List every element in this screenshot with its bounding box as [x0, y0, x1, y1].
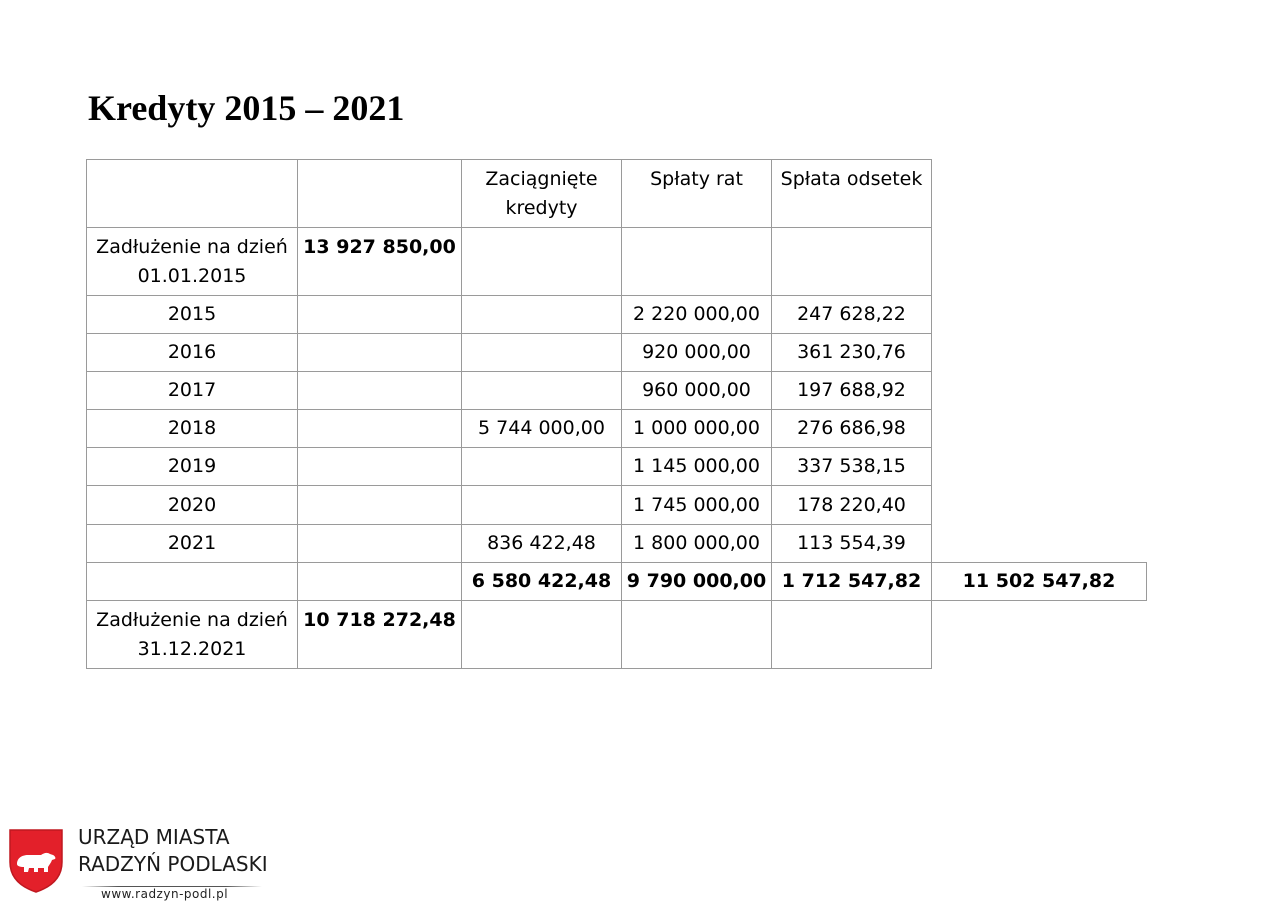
cell-installments-text: 960 000,00: [642, 379, 751, 401]
cell-installments-text: 1 145 000,00: [633, 455, 760, 477]
cell-credits-text: 5 744 000,00: [478, 417, 605, 439]
cell-interest: [771, 333, 932, 372]
cell-amount: [297, 562, 462, 601]
city-logo: [0, 818, 290, 905]
cell-installments-text: 2 220 000,00: [633, 303, 760, 325]
cell-grand-total: [931, 562, 1147, 601]
cell-label: [86, 524, 298, 563]
header-cell-installments-text: Spłaty rat: [650, 168, 743, 190]
cell-label-text: 2017: [167, 379, 217, 401]
cell-amount: [297, 295, 462, 334]
header-cell-credits-text: Zaciągnięte kredyty: [485, 168, 598, 219]
header-cell-label: [86, 159, 298, 228]
cell-installments-text: 9 790 000,00: [626, 570, 767, 592]
cell-credits: [461, 447, 622, 486]
header-cell-interest: [771, 159, 932, 228]
cell-amount: [297, 333, 462, 372]
cell-installments: [621, 524, 772, 563]
cell-credits: [461, 295, 622, 334]
cell-interest-text: 178 220,40: [797, 493, 906, 516]
cell-label: [86, 371, 298, 410]
cell-interest-text: 276 686,98: [797, 417, 906, 439]
cell-installments-text: 920 000,00: [642, 341, 751, 363]
cell-interest: [771, 485, 932, 525]
cell-amount: [297, 485, 462, 525]
cell-label: [86, 295, 298, 334]
cell-label-text: 2021: [167, 532, 217, 554]
cell-amount: [297, 600, 462, 669]
cell-label-text: 2020: [167, 493, 217, 516]
cell-amount-text: 10 718 272,48: [303, 609, 456, 631]
cell-credits: [461, 409, 622, 448]
cell-interest: [771, 600, 932, 669]
cell-installments: [621, 485, 772, 525]
bear-shield-icon: [8, 828, 64, 894]
cell-label: [86, 485, 298, 525]
cell-installments-text: 1 800 000,00: [633, 532, 760, 554]
cell-amount: [297, 371, 462, 410]
cell-amount: [297, 447, 462, 486]
header-cell-amount: [297, 159, 462, 228]
logo-line-1: URZĄD MIASTA: [78, 825, 230, 849]
cell-interest: [771, 227, 932, 296]
cell-credits: [461, 562, 622, 601]
cell-installments-text: 1 745 000,00: [633, 493, 760, 516]
cell-grand-total-text: 11 502 547,82: [962, 570, 1116, 592]
cell-label-text: 2019: [167, 455, 217, 477]
cell-label: [86, 447, 298, 486]
cell-label: [86, 409, 298, 448]
cell-label-text: 2018: [167, 417, 217, 439]
cell-credits: [461, 333, 622, 372]
cell-installments-text: 1 000 000,00: [633, 417, 760, 439]
cell-interest: [771, 371, 932, 410]
cell-interest-text: 113 554,39: [797, 532, 906, 554]
cell-installments: [621, 333, 772, 372]
cell-interest: [771, 409, 932, 448]
cell-label: [86, 600, 298, 669]
header-cell-credits: [461, 159, 622, 228]
cell-label-text: 2015: [167, 303, 217, 325]
header-cell-installments: [621, 159, 772, 228]
cell-interest: [771, 562, 932, 601]
cell-amount: [297, 524, 462, 563]
cell-amount: [297, 409, 462, 448]
page-title: Kredyty 2015 – 2021: [88, 88, 405, 128]
cell-interest: [771, 524, 932, 563]
cell-installments: [621, 371, 772, 410]
cell-credits: [461, 371, 622, 410]
cell-installments: [621, 409, 772, 448]
cell-amount: [297, 227, 462, 296]
cell-interest: [771, 295, 932, 334]
cell-credits-text: 836 422,48: [487, 532, 596, 554]
cell-amount-text: 13 927 850,00: [303, 236, 456, 258]
logo-url: www.radzyn-podl.pl: [101, 887, 229, 901]
cell-interest-text: 1 712 547,82: [781, 570, 922, 592]
logo-line-2: RADZYŃ PODLASKI: [78, 852, 268, 876]
cell-interest-text: 337 538,15: [797, 455, 906, 477]
cell-interest-text: 361 230,76: [797, 341, 906, 363]
cell-label-text: Zadłużenie na dzień 01.01.2015: [96, 236, 288, 287]
cell-label: [86, 227, 298, 296]
cell-label-text: Zadłużenie na dzień 31.12.2021: [96, 609, 288, 660]
cell-credits: [461, 600, 622, 669]
cell-installments: [621, 295, 772, 334]
cell-installments: [621, 562, 772, 601]
cell-installments: [621, 447, 772, 486]
cell-interest: [771, 447, 932, 486]
cell-interest-text: 197 688,92: [797, 379, 906, 401]
cell-label: [86, 562, 298, 601]
cell-label-text: 2016: [167, 341, 217, 363]
cell-credits: [461, 227, 622, 296]
cell-label: [86, 333, 298, 372]
header-cell-interest-text: Spłata odsetek: [780, 168, 923, 190]
cell-interest-text: 247 628,22: [797, 303, 906, 325]
cell-credits: [461, 485, 622, 525]
cell-installments: [621, 227, 772, 296]
cell-credits-text: 6 580 422,48: [471, 570, 612, 592]
cell-credits: [461, 524, 622, 563]
cell-installments: [621, 600, 772, 669]
